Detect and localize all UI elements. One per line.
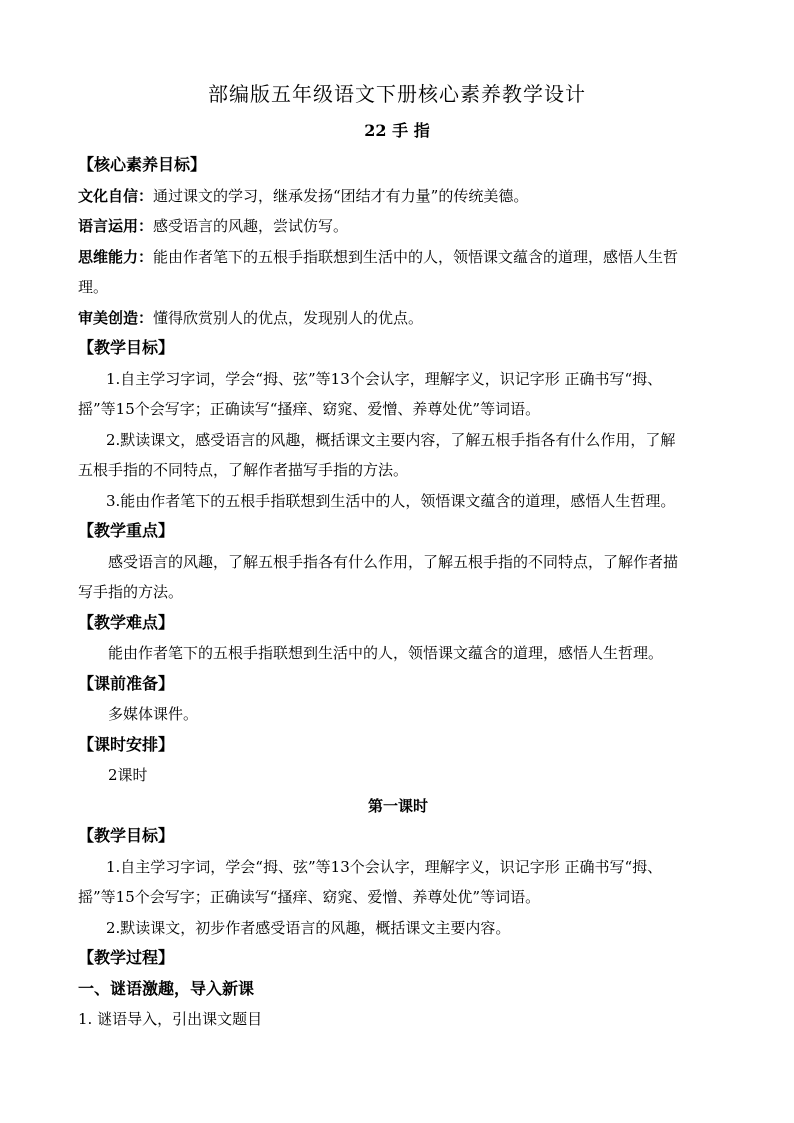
thinking-text-1: 能由作者笔下的五根手指联想到生活中的人，领悟课文蕴含的道理，感悟人生哲 (153, 247, 679, 266)
aesthetic-label: 审美创造： (78, 308, 154, 327)
schedule-heading: 【课时安排】 (78, 734, 175, 754)
thinking-ability (78, 242, 718, 273)
thinking-text-2: 理。 (78, 278, 109, 296)
lesson1-goals-heading: 【教学目标】 (78, 826, 175, 845)
cultural-text: 通过课文的学习，继承发扬“团结才有力量”的传统美德。 (153, 186, 529, 205)
thinking-label: 思维能力： (78, 247, 154, 266)
cultural-label: 文化自信： (78, 186, 154, 205)
step-1-heading: 一、谜语激趣，导入新课 (78, 978, 255, 998)
lesson1-goal-1-line-1: 1.自主学习字词，学会“拇、弦”等13个会认字，理解字义，识记字形 正确书写“拇、 (106, 857, 663, 876)
preparation-heading: 【课前准备】 (78, 673, 175, 693)
lesson-title: 22 手 指 (364, 121, 430, 140)
goal-3: 3.能由作者笔下的五根手指联想到生活中的人，领悟课文蕴含的道理，感悟人生哲理。 (106, 491, 676, 510)
goal-1-line-2: 摇”等15个会写字；正确读写“搔痒、窈窕、爱憎、养尊处优”等词语。 (78, 400, 541, 418)
key-points-heading: 【教学重点】 (78, 521, 175, 540)
preparation-text: 多媒体课件。 (108, 705, 199, 723)
process-heading: 【教学过程】 (78, 948, 175, 967)
language-text: 感受语言的风趣，尝试仿写。 (153, 217, 349, 235)
lesson1-goal-2: 2.默读课文，初步作者感受语言的风趣，概括课文主要内容。 (106, 918, 511, 937)
key-points-line-2: 写手指的方法。 (78, 583, 184, 601)
language-use (78, 211, 718, 242)
first-lesson-title: 第一课时 (367, 796, 428, 815)
aesthetic-text: 懂得欣赏别人的优点，发现别人的优点。 (153, 308, 424, 327)
step-1-item-1: 1. 谜语导入，引出课文题目 (78, 1010, 263, 1028)
difficulty-text: 能由作者笔下的五根手指联想到生活中的人，领悟课文蕴含的道理，感悟人生哲理。 (108, 644, 664, 662)
cultural-confidence (78, 181, 718, 212)
schedule-text: 2课时 (108, 766, 148, 784)
key-points-line-1: 感受语言的风趣，了解五根手指各有什么作用，了解五根手指的不同特点，了解作者描 (108, 552, 679, 571)
document-title: 部编版五年级语文下册核心素养教学设计 (208, 82, 586, 106)
goal-2-line-2: 五根手指的不同特点，了解作者描写手指的方法。 (78, 461, 409, 479)
core-goals-heading: 【核心素养目标】 (78, 155, 207, 174)
difficulty-heading: 【教学难点】 (78, 612, 175, 632)
teaching-goals-heading: 【教学目标】 (78, 338, 175, 357)
goal-2-line-1: 2.默读课文，感受语言的风趣，概括课文主要内容，了解五根手指各有什么作用，了解 (106, 430, 676, 449)
goal-1-line-1: 1.自主学习字词，学会“拇、弦”等13个会认字，理解字义，识记字形 正确书写“拇、 (106, 369, 663, 388)
aesthetic-creation (78, 303, 718, 334)
lesson1-goal-1-line-2: 摇”等15个会写字；正确读写“搔痒、窈窕、爱憎、养尊处优”等词语。 (78, 888, 541, 906)
document-body (78, 150, 718, 1035)
language-label: 语言运用： (78, 217, 154, 235)
